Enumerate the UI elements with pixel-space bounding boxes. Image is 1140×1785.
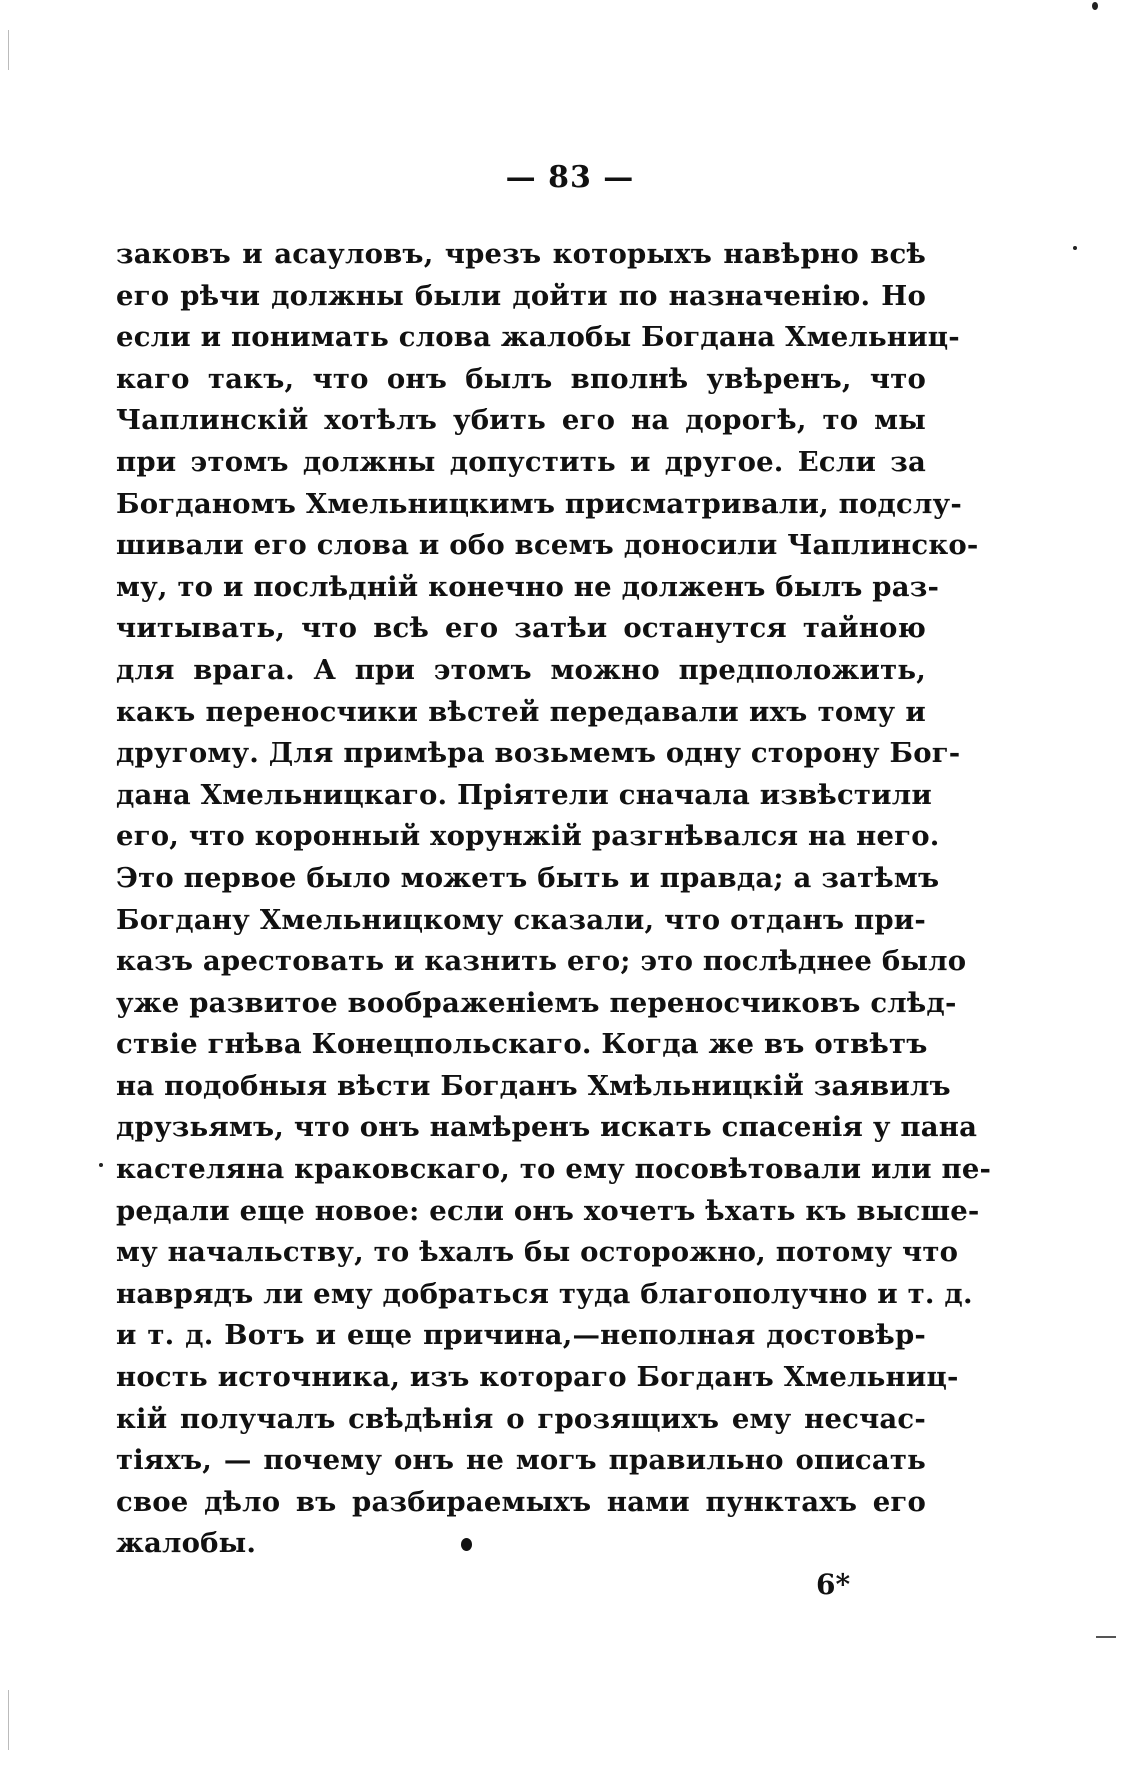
text-line: уже развитое воображеніемъ переносчиковъ слѣд-: [116, 986, 957, 1019]
text-line: его, что коронный хорунжій разгнѣвался на него.: [116, 820, 940, 853]
text-line: дана Хмельницкаго. Пріятели сначала извѣстили: [116, 778, 932, 811]
text-line: му начальству, то ѣхалъ бы осторожно, потому что: [116, 1236, 959, 1269]
text-line: кій получалъ свѣдѣнія о грозящихъ ему несчас-: [116, 1402, 926, 1435]
text-line: редали еще новое: если онъ хочетъ ѣхать къ высше-: [116, 1194, 980, 1227]
last-line-text: жалобы.: [116, 1527, 257, 1560]
text-line: казъ арестовать и казнить его; это послѣднее было: [116, 945, 967, 978]
text-line: ность источника, изъ котораго Богданъ Хмельниц-: [116, 1361, 959, 1394]
text-line: если и понимать слова жалобы Богдана Хмельниц-: [116, 321, 960, 354]
ink-dot-mark: [461, 1538, 472, 1551]
scan-speck: [99, 1163, 103, 1167]
page-number: — 83 —: [505, 160, 635, 195]
body-text: [116, 234, 992, 1565]
text-line: заковъ и асауловъ, чрезъ которыхъ навѣрно всѣ: [116, 238, 926, 270]
text-line: Это первое было можетъ быть и правда; а затѣмъ: [116, 861, 940, 894]
text-line: тіяхъ, — почему онъ не могъ правильно описать: [116, 1444, 926, 1477]
text-line: читывать, что всѣ его затѣи останутся тайною: [116, 612, 926, 645]
text-line: Богдану Хмельницкому сказали, что отданъ при-: [116, 903, 926, 936]
scan-edge-mark: [1096, 1636, 1116, 1638]
scan-edge-mark: [8, 30, 9, 70]
text-line: шивали его слова и обо всемъ доносили Чаплинско-: [116, 529, 979, 562]
text-line: другому. Для примѣра возьмемъ одну сторону Бог-: [116, 737, 961, 770]
text-line-last: [116, 1523, 926, 1565]
text-line: какъ переносчики вѣстей передавали ихъ тому и: [116, 695, 926, 728]
text-line: и т. д. Вотъ и еще причина,—неполная достовѣр-: [116, 1319, 926, 1352]
text-line: каго такъ, что онъ былъ вполнѣ увѣренъ, что: [116, 362, 926, 395]
text-line: на подобныя вѣсти Богданъ Хмѣльницкій заявилъ: [116, 1069, 951, 1102]
text-line: свое дѣло въ разбираемыхъ нами пунктахъ его: [116, 1485, 926, 1518]
text-line: при этомъ должны допустить и другое. Если за: [116, 445, 926, 478]
text-line: му, то и послѣдній конечно не долженъ былъ раз-: [116, 570, 940, 603]
text-line: кастеляна краковскаго, то ему посовѣтовали или пе-: [116, 1153, 992, 1186]
signature-mark: 6*: [816, 1568, 851, 1601]
scan-edge-mark: [8, 1690, 9, 1750]
text-line: Чаплинскій хотѣлъ убить его на дорогѣ, то мы: [116, 404, 926, 437]
text-line: для врага. А при этомъ можно предположить,: [116, 653, 926, 686]
text-line: Богданомъ Хмельницкимъ присматривали, подслу-: [116, 487, 962, 520]
text-line: ствіе гнѣва Конецпольскаго. Когда же въ отвѣтъ: [116, 1028, 928, 1061]
text-line: друзьямъ, что онъ намѣренъ искать спасенія у пана: [116, 1111, 978, 1144]
scan-speck: [1092, 2, 1098, 10]
text-line: его рѣчи должны были дойти по назначенію. Но: [116, 279, 926, 312]
scan-speck: [1073, 246, 1077, 250]
text-line: наврядъ ли ему добраться туда благополучно и т. д.: [116, 1277, 973, 1310]
